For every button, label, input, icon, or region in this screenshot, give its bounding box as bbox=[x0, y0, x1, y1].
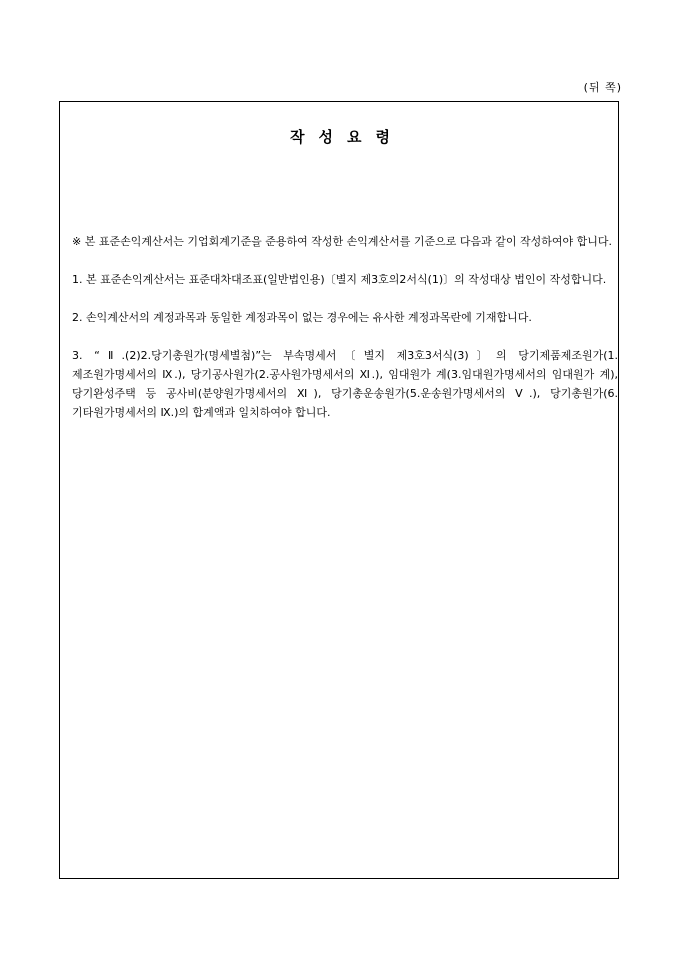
page-side-label: (뒤 쪽) bbox=[583, 81, 622, 94]
note-item-1: 1. 본 표준손익계산서는 표준대차대조표(일반법인용)〔별지 제3호의2서식(1)〕의 작성대상 법인이 작성합니다. bbox=[72, 273, 607, 286]
note-general: ※ 본 표준손익계산서는 기업회계기준을 준용하여 작성한 손익계산서를 기준으로 다음과 같이 작성하여야 합니다. bbox=[72, 235, 612, 248]
note-item-2: 2. 손익계산서의 계정과목과 동일한 계정과목이 없는 경우에는 유사한 계정과목란에 기재합니다. bbox=[72, 311, 532, 324]
instructions-section bbox=[72, 232, 618, 441]
form-frame bbox=[59, 101, 619, 879]
form-title: 작성요령 bbox=[290, 128, 404, 146]
note-item-3: 3. “Ⅱ.(2)2.당기총원가(명세별첨)”는 부속명세서〔별지 제3호3서식(3)〕의 당기제품제조원가(1.제조원가명세서의 Ⅸ.), 당기공사원가(2.공사원가명세서의 Ⅺ.), 임대원가 계(3.임대원가명세서의 임대원가 계), 당기완성주택 등 공사비(분양원가명세서의 Ⅺ), 당기총운송원가(5.운송원가명세서의 Ⅴ.), 당기총원가(6.기타원가명세서의 Ⅸ.)의 합계액과 일치하여야 합니다. bbox=[72, 349, 618, 419]
